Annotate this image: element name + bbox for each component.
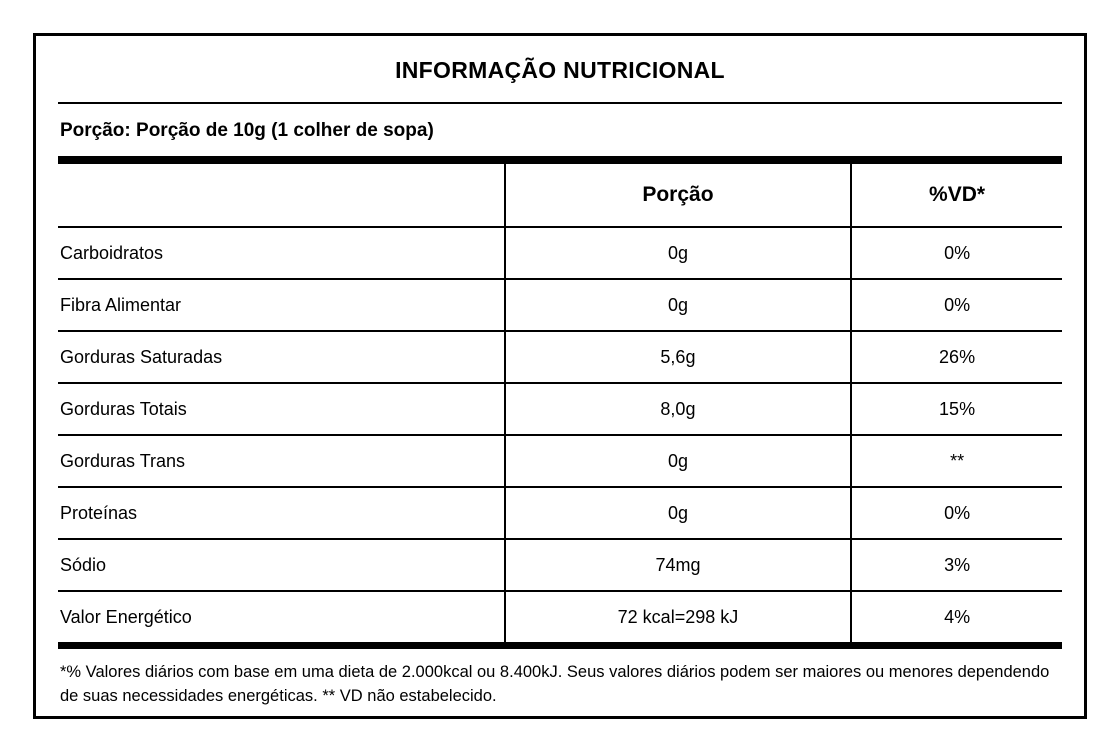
table-row [58,383,1062,435]
nutrient-daily-value: 26% [851,331,1062,383]
table-row [58,435,1062,487]
nutrient-name: Sódio [58,539,505,591]
table-body [58,227,1062,642]
column-header-daily-value: %VD* [851,164,1062,227]
nutrient-amount: 5,6g [505,331,851,383]
footnote-text: *% Valores diários com base em uma dieta de 2.000kcal ou 8.400kJ. Seus valores diários podem ser maiores ou menores dependendo de suas necessidades energéticas. ** VD não estabelecido. [60,663,1050,705]
nutrient-name: Carboidratos [58,227,505,279]
nutrient-name: Gorduras Totais [58,383,505,435]
table-row [58,539,1062,591]
nutrient-daily-value: 0% [851,227,1062,279]
nutrition-table [58,164,1062,642]
nutrient-amount: 0g [505,279,851,331]
nutrient-amount: 0g [505,435,851,487]
nutrition-facts-panel [33,33,1087,719]
nutrient-name: Fibra Alimentar [58,279,505,331]
panel-title: INFORMAÇÃO NUTRICIONAL [395,57,725,83]
table-header-row [58,164,1062,227]
nutrient-daily-value: 4% [851,591,1062,642]
nutrient-daily-value: 0% [851,279,1062,331]
nutrient-amount: 8,0g [505,383,851,435]
portion-label: Porção: Porção de 10g (1 colher de sopa) [60,120,434,141]
nutrient-daily-value: ** [851,435,1062,487]
nutrient-amount: 72 kcal=298 kJ [505,591,851,642]
column-header-amount: Porção [505,164,851,227]
nutrient-name: Proteínas [58,487,505,539]
table-row [58,591,1062,642]
header-thick-divider [58,156,1062,164]
table-head [58,164,1062,227]
nutrient-name: Valor Energético [60,606,192,627]
nutrient-amount: 0g [505,227,851,279]
table-row [58,487,1062,539]
table-row [58,331,1062,383]
nutrient-name: Gorduras Trans [58,435,505,487]
nutrient-daily-value: 3% [851,539,1062,591]
nutrient-amount: 0g [505,487,851,539]
nutrient-daily-value: 0% [851,487,1062,539]
table-row [58,227,1062,279]
column-header-nutrient [58,164,505,227]
footer-thick-divider [58,642,1062,649]
nutrient-name: Gorduras Saturadas [58,331,505,383]
table-row [58,279,1062,331]
nutrient-amount: 74mg [505,539,851,591]
nutrient-daily-value: 15% [851,383,1062,435]
